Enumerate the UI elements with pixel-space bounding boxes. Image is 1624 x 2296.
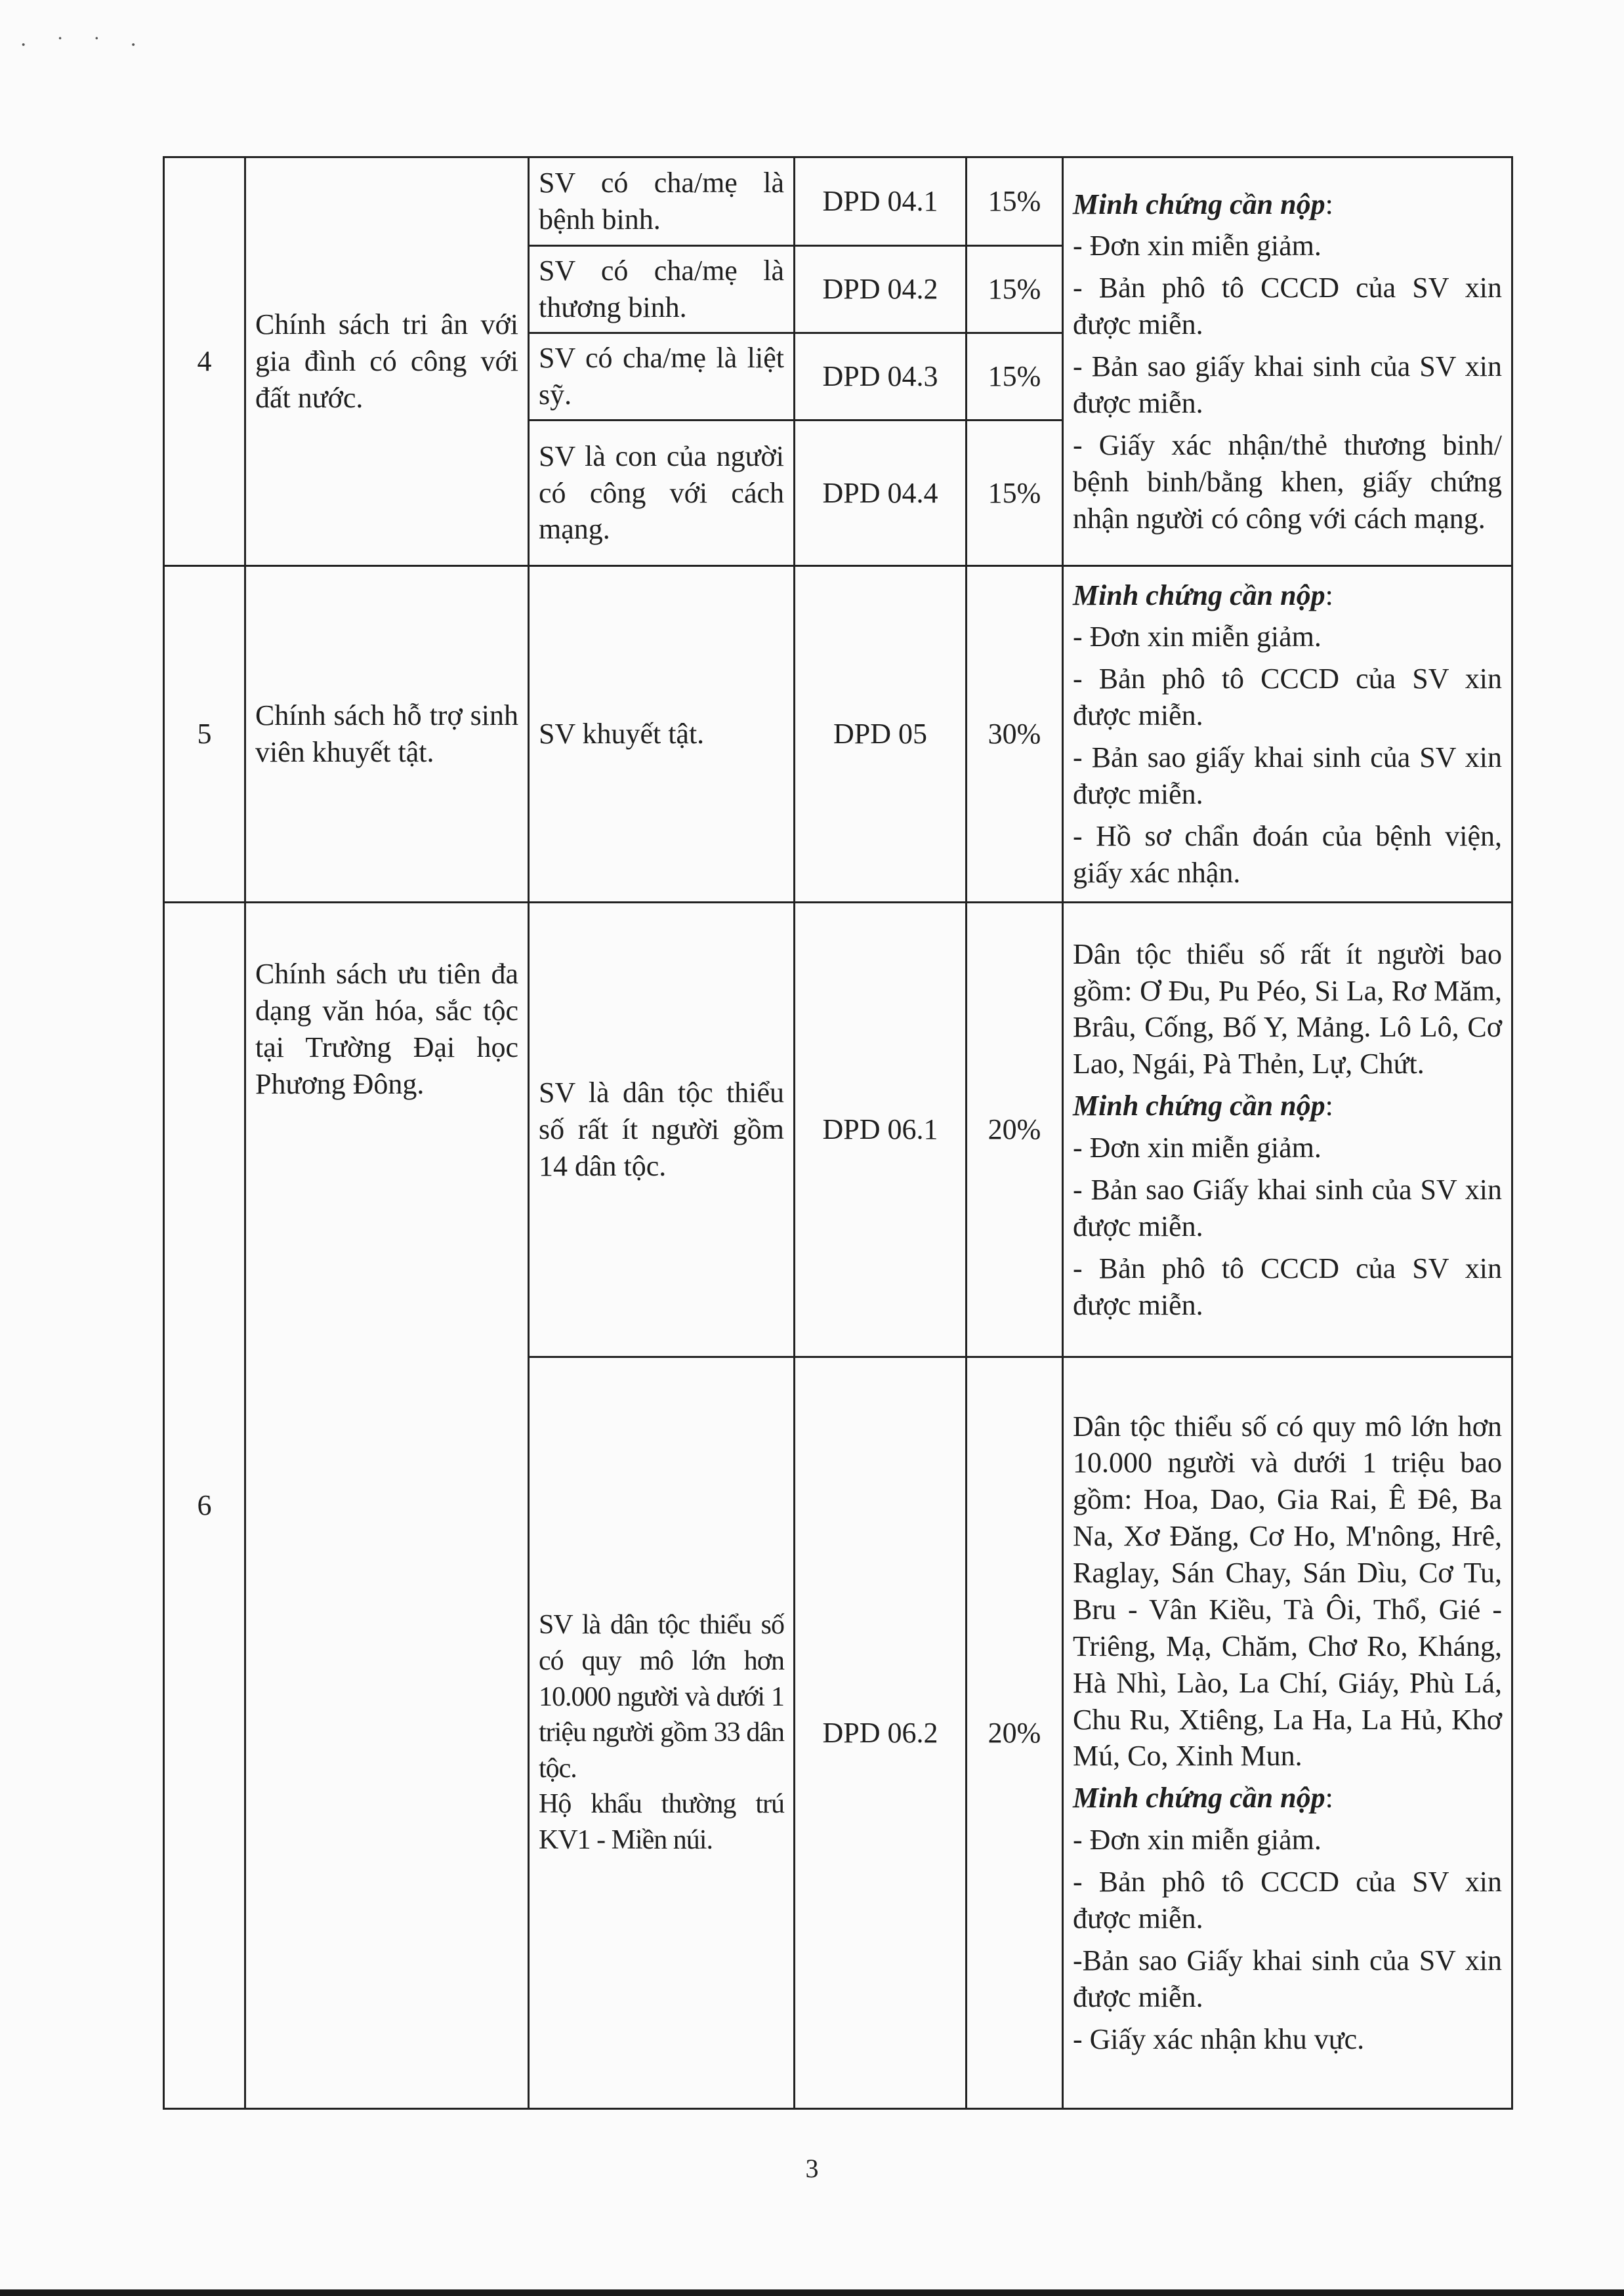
table-row (164, 566, 1512, 903)
requirements-cell: Dân tộc thiểu số rất ít người bao gồm: Ơ Đu, Pu Péo, Si La, Rơ Măm, Brâu, Cống, Bố Y, Mảng. Lô Lô, Cơ Lao, Ngái, Pà Thẻn, Lự, Chứt. Minh chứng cần nộp: - Đơn xin miễn giảm. - Bản sao Giấy khai sinh của SV xin được miễn. - Bản phô tô CCCD của SV xin được miễn. (1063, 903, 1512, 1357)
code-cell: DPD 04.2 (795, 246, 967, 333)
requirements-title: Minh chứng cần nộp (1073, 579, 1325, 611)
code-cell: DPD 04.3 (795, 333, 967, 420)
table-row (164, 157, 1512, 246)
object-cell: SV là dân tộc thiểu số rất ít người gồm 14 dân tộc. (529, 903, 795, 1357)
requirement-line: - Hồ sơ chẩn đoán của bệnh viện, giấy xác nhận. (1073, 819, 1502, 889)
requirements-title: Minh chứng cần nộp (1073, 1090, 1325, 1122)
table-row (164, 903, 1512, 1357)
requirement-line: - Đơn xin miễn giảm. (1073, 621, 1322, 653)
requirement-line: - Đơn xin miễn giảm. (1073, 230, 1322, 262)
rate-cell: 15% (967, 246, 1063, 333)
object-cell (529, 1357, 795, 2109)
policy-cell: Chính sách ưu tiên đa dạng văn hóa, sắc tộc tại Trường Đại học Phương Đông. (245, 903, 529, 2109)
rate-cell: 20% (967, 1357, 1063, 2109)
policy-cell: Chính sách hỗ trợ sinh viên khuyết tật. (245, 566, 529, 903)
object-text: SV là dân tộc thiểu số có quy mô lớn hơn 10.000 người và dưới 1 triệu người gồm 33 dân tộc. (539, 1610, 784, 1784)
ethnic-group-list: Dân tộc thiểu số rất ít người bao gồm: Ơ Đu, Pu Péo, Si La, Rơ Măm, Brâu, Cống, Bố Y, Mảng. Lô Lô, Cơ Lao, Ngái, Pà Thẻn, Lự, Chứt. (1073, 937, 1502, 1080)
rate-cell: 20% (967, 903, 1063, 1357)
code-cell: DPD 04.4 (795, 420, 967, 566)
object-cell: SV khuyết tật. (529, 566, 795, 903)
requirement-line: - Đơn xin miễn giảm. (1073, 1132, 1322, 1164)
residence-text: Hộ khẩu thường trú KV1 - Miền núi. (539, 1789, 784, 1855)
requirement-line: - Giấy xác nhận khu vực. (1073, 2022, 1365, 2055)
code-cell: DPD 06.1 (795, 903, 967, 1357)
requirement-line: - Bản phô tô CCCD của SV xin được miễn. (1073, 272, 1502, 341)
object-cell: SV có cha/mẹ là bệnh binh. (529, 157, 795, 246)
requirements-cell: Dân tộc thiểu số có quy mô lớn hơn 10.000 người và dưới 1 triệu bao gồm: Hoa, Dao, Gia Rai, Ê Đê, Ba Na, Xơ Đăng, Cơ Ho, M'nông, Hrê, Raglay, Sán Chay, Sán Dìu, Cơ Tu, Bru - Vân Kiều, Tà Ôi, Thổ, Gié - Triêng, Mạ, Chăm, Chơ Ro, Kháng, Hà Nhì, Lào, La Chí, Giáy, Phù Lá, Chu Ru, Xtiêng, La Ha, La Hủ, Khơ Mú, Co, Xinh Mun. Minh chứng cần nộp: - Đơn xin miễn giảm. - Bản phô tô CCCD của SV xin được miễn. -Bản sao Giấy khai sinh của SV xin được miễn. - Giấy xác nhận khu vực. (1063, 1357, 1512, 2109)
code-cell: DPD 04.1 (795, 157, 967, 246)
rate-cell: 15% (967, 333, 1063, 420)
scan-bottom-edge (0, 2289, 1624, 2296)
row-number: 5 (164, 566, 245, 903)
requirements-title: Minh chứng cần nộp (1073, 188, 1325, 220)
requirements-title: Minh chứng cần nộp (1073, 1782, 1325, 1814)
requirement-line: - Bản sao Giấy khai sinh của SV xin được miễn. (1073, 1173, 1502, 1242)
code-cell: DPD 05 (795, 566, 967, 903)
object-cell: SV có cha/mẹ là liệt sỹ. (529, 333, 795, 420)
row-number: 6 (164, 903, 245, 2109)
row-number: 4 (164, 157, 245, 566)
rate-cell: 30% (967, 566, 1063, 903)
requirement-line: - Bản sao giấy khai sinh của SV xin được miễn. (1073, 350, 1502, 419)
requirement-line: - Bản phô tô CCCD của SV xin được miễn. (1073, 1252, 1502, 1321)
requirements-cell: Minh chứng cần nộp: - Đơn xin miễn giảm. - Bản phô tô CCCD của SV xin được miễn. - Bản sao giấy khai sinh của SV xin được miễn. - Hồ sơ chẩn đoán của bệnh viện, giấy xác nhận. (1063, 566, 1512, 903)
requirements-cell: Minh chứng cần nộp: - Đơn xin miễn giảm. - Bản phô tô CCCD của SV xin được miễn. - Bản sao giấy khai sinh của SV xin được miễn. - Giấy xác nhận/thẻ thương binh/ bệnh binh/bằng khen, giấy chứng nhận người có công với cách mạng. (1063, 157, 1512, 566)
requirement-line: - Giấy xác nhận/thẻ thương binh/ bệnh binh/bằng khen, giấy chứng nhận người có công với cách mạng. (1073, 428, 1502, 535)
ethnic-group-list: Dân tộc thiểu số có quy mô lớn hơn 10.000 người và dưới 1 triệu bao gồm: Hoa, Dao, Gia Rai, Ê Đê, Ba Na, Xơ Đăng, Cơ Ho, M'nông, Hrê, Raglay, Sán Chay, Sán Dìu, Cơ Tu, Bru - Vân Kiều, Tà Ôi, Thổ, Gié - Triêng, Mạ, Chăm, Chơ Ro, Kháng, Hà Nhì, Lào, La Chí, Giáy, Phù Lá, Chu Ru, Xtiêng, La Ha, La Hủ, Khơ Mú, Co, Xinh Mun. (1073, 1410, 1502, 1773)
fee-exemption-table (163, 156, 1513, 2110)
scan-specks: · ˙ ˙ · (20, 33, 149, 57)
requirement-line: - Đơn xin miễn giảm. (1073, 1824, 1322, 1856)
object-cell: SV có cha/mẹ là thương binh. (529, 246, 795, 333)
object-cell: SV là con của người có công với cách mạng. (529, 420, 795, 566)
code-cell: DPD 06.2 (795, 1357, 967, 2109)
policy-cell: Chính sách tri ân với gia đình có công với đất nước. (245, 157, 529, 566)
rate-cell: 15% (967, 157, 1063, 246)
requirement-line: - Bản sao giấy khai sinh của SV xin được miễn. (1073, 741, 1502, 810)
rate-cell: 15% (967, 420, 1063, 566)
requirement-line: - Bản phô tô CCCD của SV xin được miễn. (1073, 1866, 1502, 1935)
requirement-line: -Bản sao Giấy khai sinh của SV xin được miễn. (1073, 1944, 1502, 2013)
page-number: 3 (805, 2154, 819, 2183)
requirement-line: - Bản phô tô CCCD của SV xin được miễn. (1073, 663, 1502, 732)
